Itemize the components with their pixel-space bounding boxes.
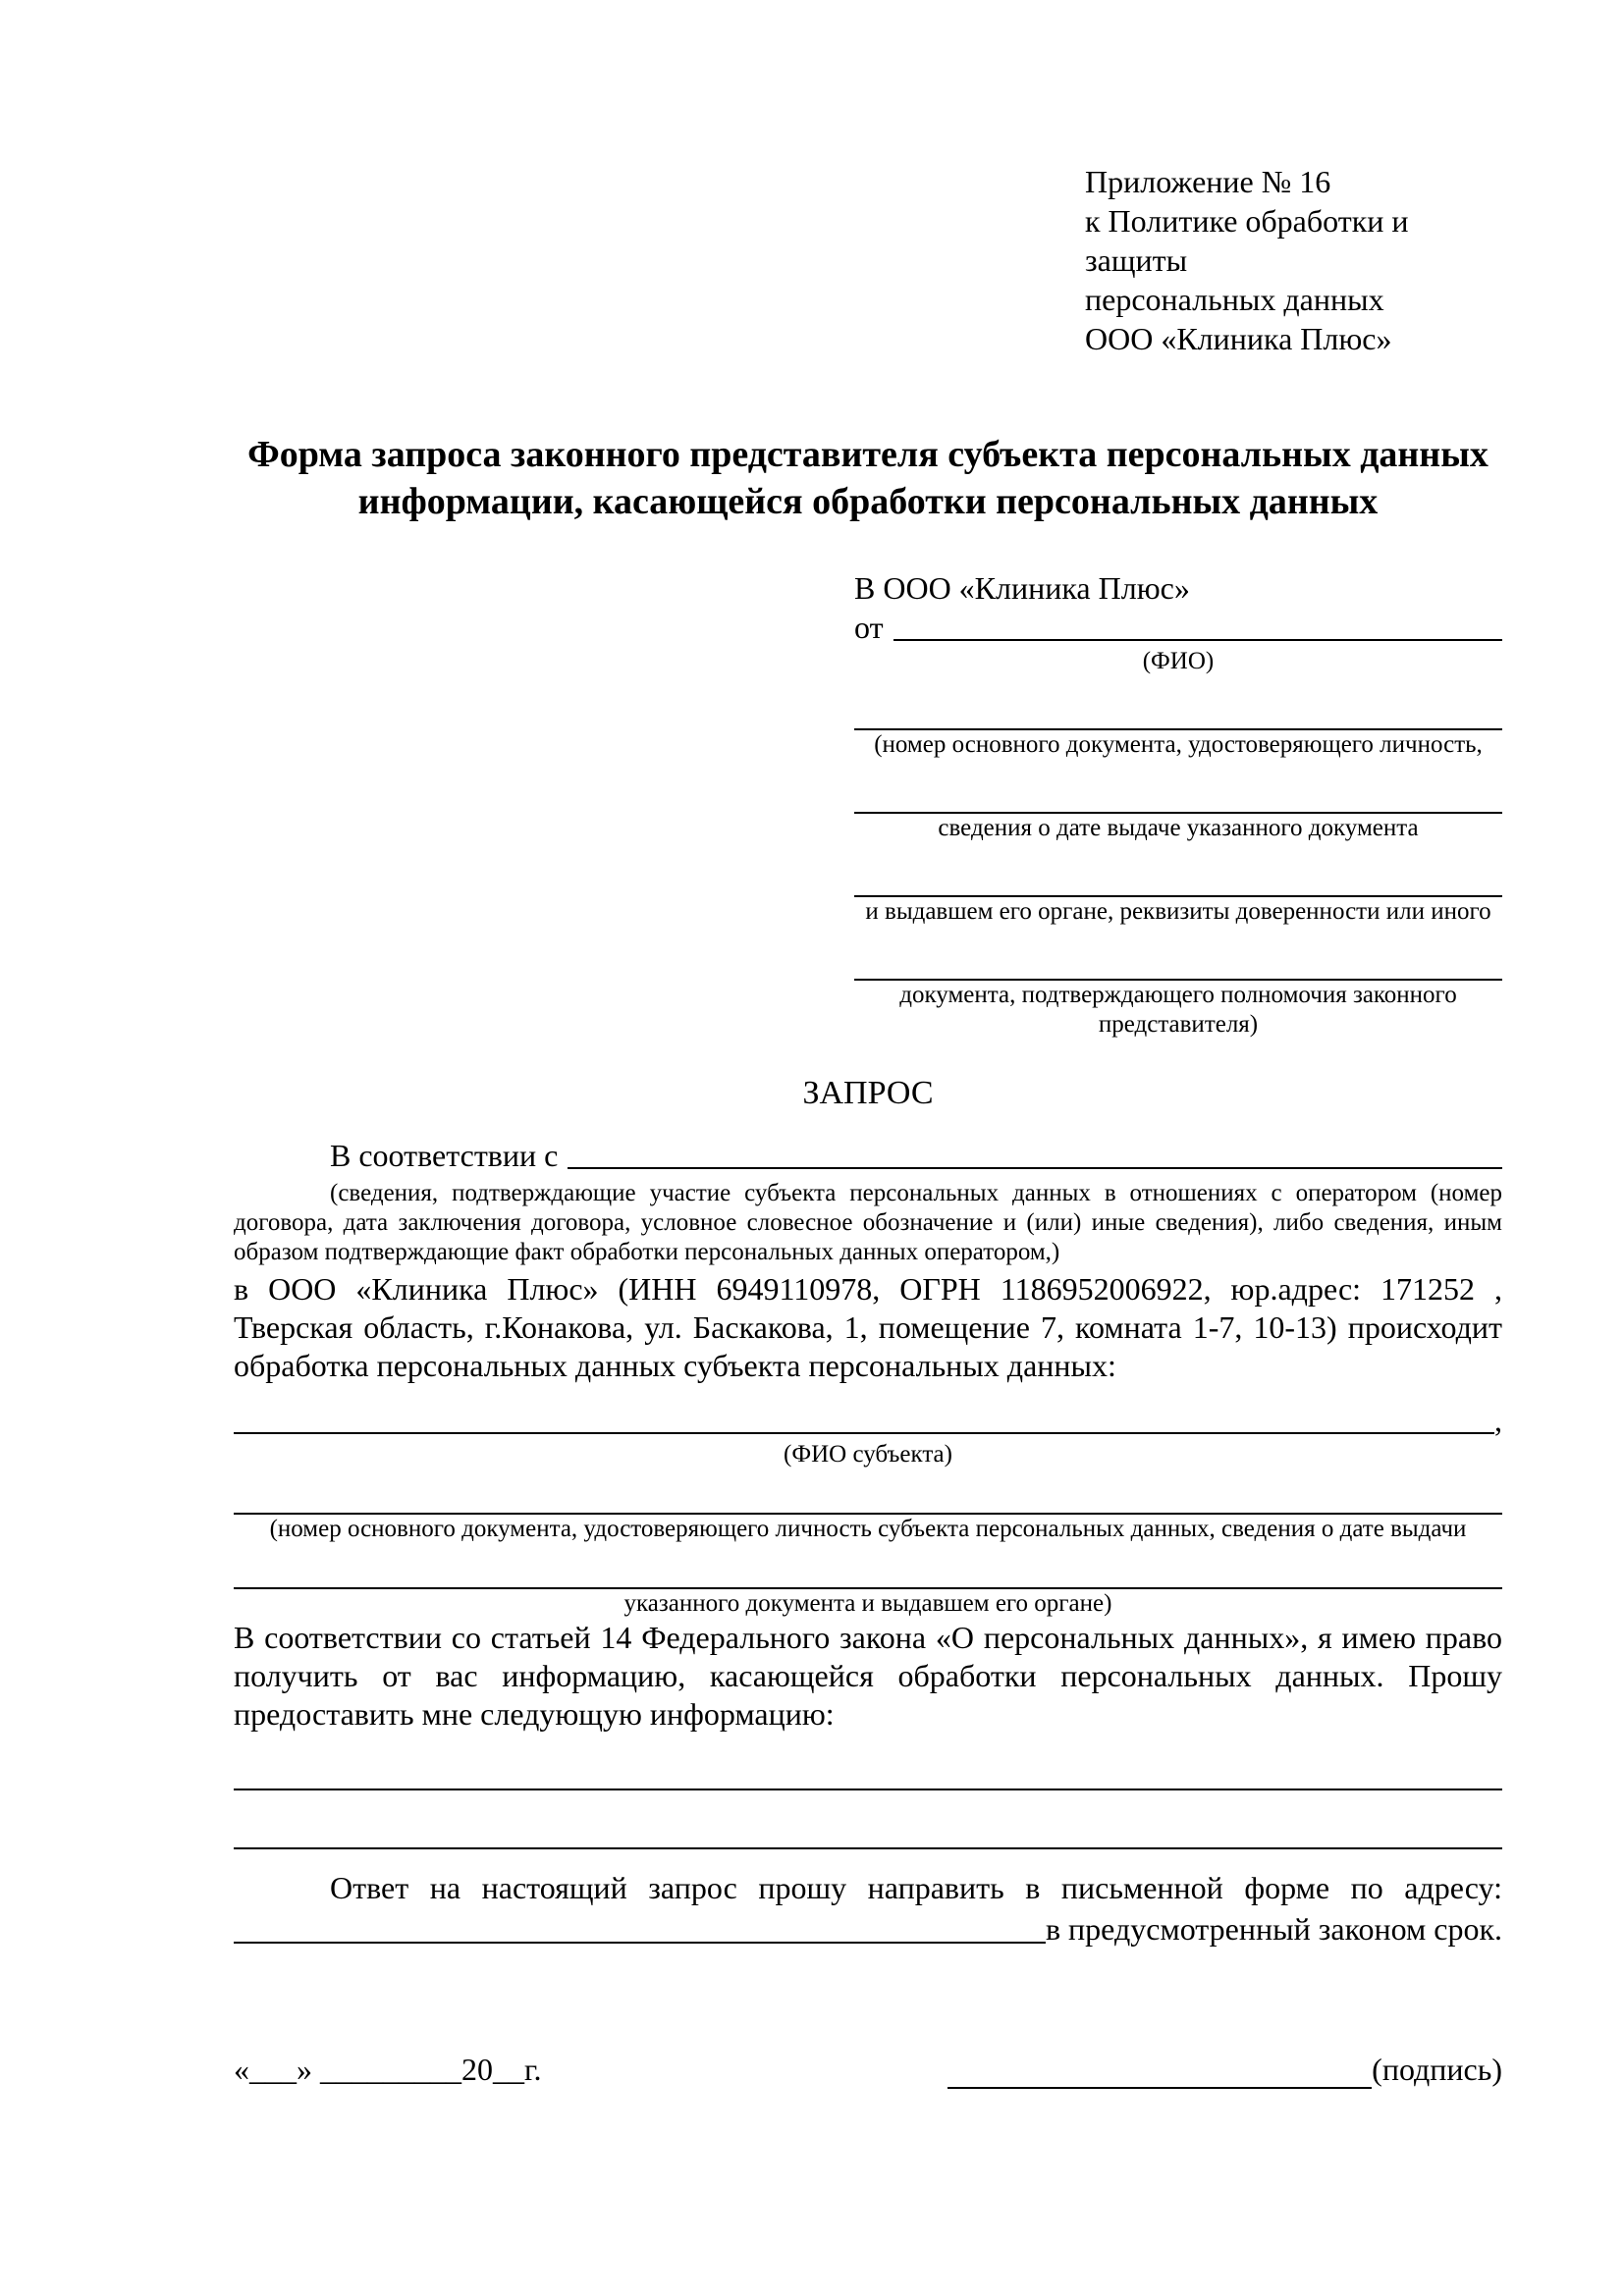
issue-date-blank-line <box>854 765 1502 814</box>
document-title-line2: информации, касающейся обработки персональных данных <box>357 481 1379 522</box>
accordance-row <box>234 1136 1502 1175</box>
appendix-line: персональных данных <box>1085 282 1384 317</box>
reply-sentence: Ответ на настоящий запрос прошу направить в письменной форме по адресу: <box>330 1870 1502 1905</box>
subject-fio-caption: (ФИО субъекта) <box>784 1441 952 1468</box>
field-caption: (номер основного документа, удостоверяющего личность, <box>874 731 1483 758</box>
signature-block <box>947 2050 1502 2089</box>
from-row <box>854 608 1502 647</box>
field-group <box>854 765 1502 843</box>
document-title <box>234 431 1502 525</box>
date-signature-row <box>234 2050 1502 2089</box>
subject-document-caption2: указанного документа и выдавшем его органе) <box>623 1590 1112 1617</box>
date-line: «___» _________20__г. <box>234 2052 542 2087</box>
subject-fio-row <box>234 1401 1502 1440</box>
field-group <box>854 932 1502 1040</box>
subject-document-blank-line2 <box>234 1544 1502 1589</box>
document-number-blank-line <box>854 681 1502 730</box>
fio-caption: (ФИО) <box>1142 648 1215 674</box>
operator-paragraph: в ООО «Клиника Плюс» (ИНН 6949110978, ОГРН 1186952006922, юр.адрес: 171252 , Тверская область, г.Конакова, ул. Баскакова, 1, помещение 7, комната 1-7, 10-13) происходит обработка персональных данных субъекта персональных данных: <box>234 1271 1502 1383</box>
addressee-to: В ООО «Клиника Плюс» <box>854 570 1190 606</box>
field-group <box>854 681 1502 760</box>
field-caption: документа, подтверждающего полномочия законного представителя) <box>899 982 1457 1038</box>
reply-tail-text: в предусмотренный законом срок. <box>1045 1911 1502 1947</box>
accordance-blank-line <box>568 1167 1502 1169</box>
issuing-authority-blank-line <box>854 848 1502 897</box>
reply-address-row <box>234 1908 1502 1949</box>
document-title-line1: Форма запроса законного представителя субъекта персональных данных <box>247 434 1489 475</box>
authority-document-blank-line <box>854 932 1502 981</box>
field-group <box>854 848 1502 927</box>
trailing-comma: , <box>1494 1403 1502 1438</box>
field-caption: и выдавшем его органе, реквизиты доверенности или иного <box>865 898 1491 925</box>
from-label: от <box>854 610 884 645</box>
accordance-note: (сведения, подтверждающие участие субъекта персональных данных в отношениях с оператором (номер договора, дата заключения договора, условное словесное обозначение и (или) иные сведения), либо сведения, иным образом подтверждающие факт обработки персональных данных оператором,) <box>234 1180 1502 1265</box>
field-caption: сведения о дате выдаче указанного документа <box>938 815 1419 841</box>
subject-fio-blank-line <box>234 1432 1494 1434</box>
request-heading: ЗАПРОС <box>802 1075 934 1111</box>
addressee-block <box>854 568 1502 1040</box>
law-paragraph: В соответствии со статьей 14 Федерального закона «О персональных данных», я имею право получить от вас информацию, касающейся обработки персональных данных. Прошу предоставить мне следующую информацию: <box>234 1620 1502 1732</box>
appendix-line: Приложение № 16 <box>1085 164 1331 199</box>
requested-info-blank-line2 <box>234 1790 1502 1849</box>
appendix-line: к Политике обработки и защиты <box>1085 203 1409 278</box>
from-name-blank-line <box>893 639 1502 641</box>
appendix-header <box>1085 162 1502 358</box>
reply-address-blank-line <box>234 1942 1046 1944</box>
appendix-line: ООО «Клиника Плюс» <box>1085 321 1392 356</box>
subject-document-blank-line <box>234 1469 1502 1515</box>
signature-caption: (подпись) <box>1372 2052 1502 2087</box>
accordance-lead: В соответствии с <box>330 1138 559 1173</box>
subject-document-caption: (номер основного документа, удостоверяющего личность субъекта персональных данных, сведения о дате выдачи <box>269 1516 1467 1542</box>
requested-info-blank-line1 <box>234 1734 1502 1790</box>
signature-blank-line <box>947 2057 1372 2089</box>
